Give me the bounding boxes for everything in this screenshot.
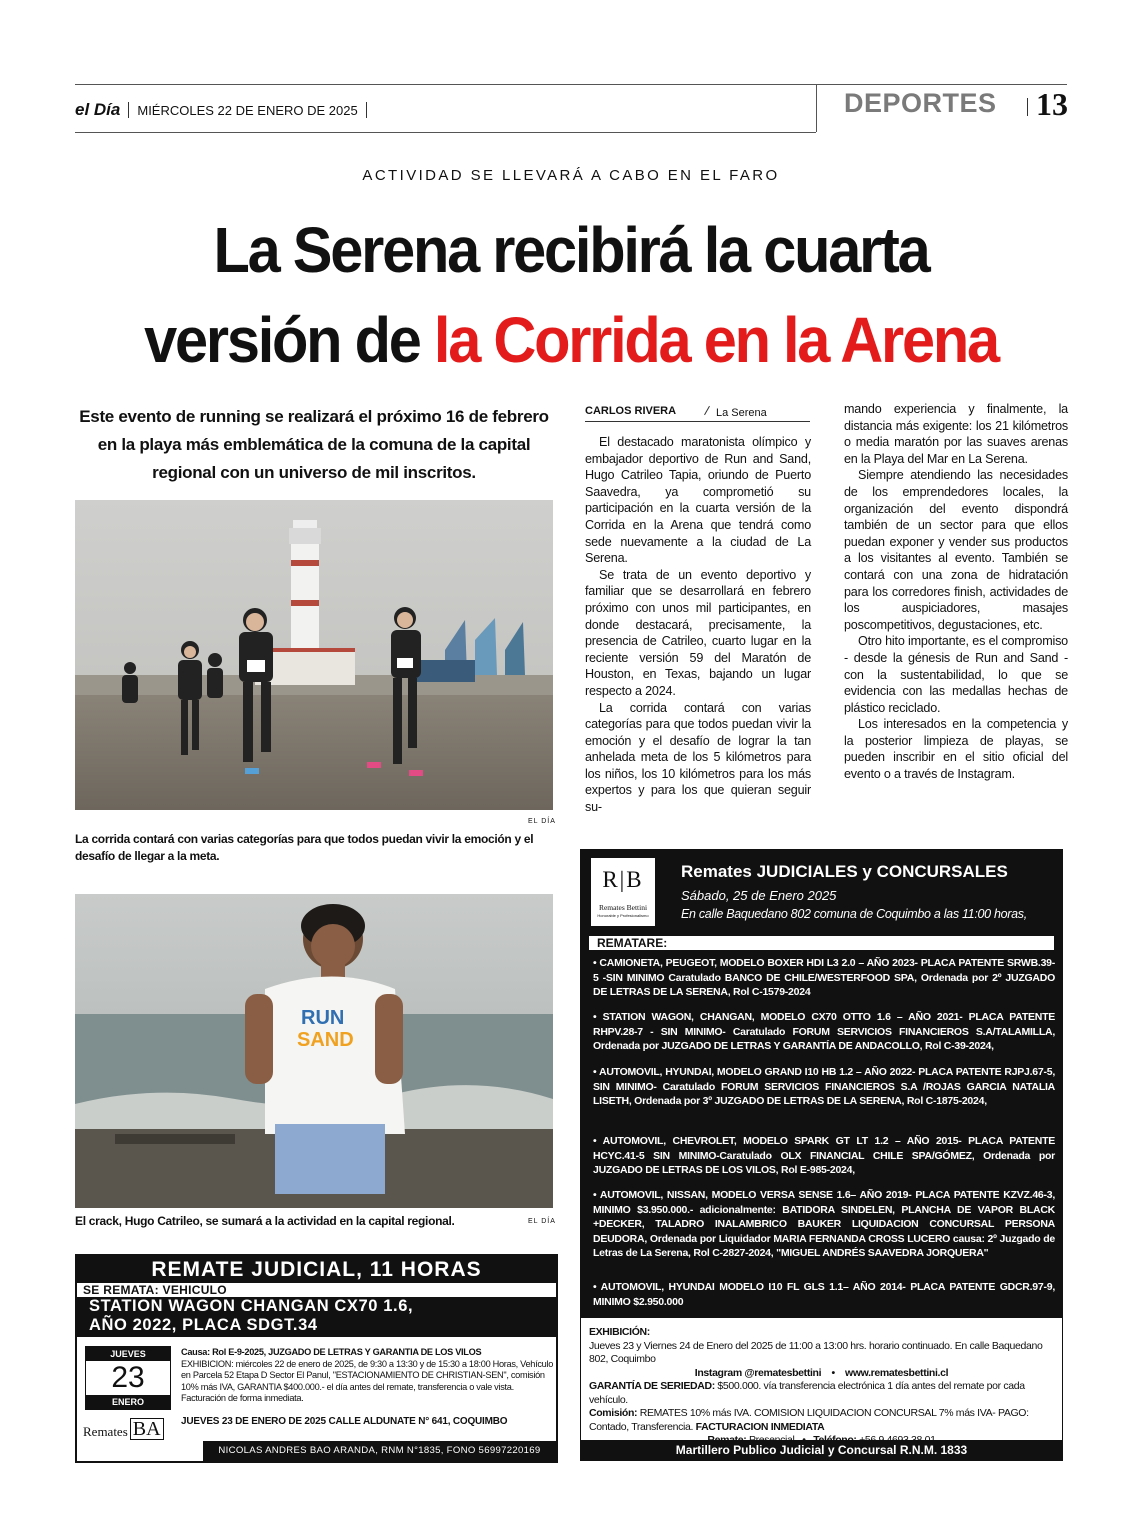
page-number-separator [1027,98,1028,116]
judicial-footer: NICOLAS ANDRES BAO ARANDA, RNM N°1835, FONO 56997220169 [203,1441,556,1461]
article-paragraph: El destacado maratonista olímpico y embajador deportivo de Run and Sand, Hugo Catrileo Tapia, oriundo de Puerto Saavedra, ya comprometió su participación en la cuarta versión de la Corrida en la Arena que tendrá como sede nuevamente a la ciudad de La Serena. [585,435,811,566]
judicial-calendar [85,1346,171,1410]
bettini-rematare-label: REMATARE: [589,936,1054,950]
judicial-logo-mark: BA [130,1418,164,1440]
bettini-item: • AUTOMOVIL, CHEVROLET, MODELO SPARK GT LT 1.2 – AÑO 2015- PLACA PATENTE HCYC.41-5 SIN MINIMO-Caratulado OLX FINANCIAL CHILE SPA/GÓMEZ, Ordenada por JUZGADO DE LETRAS DE LOS VILOS, Rol E-985-2024, [593,1135,1055,1176]
header-bottom-rule [75,132,816,133]
bettini-exhibicion-label: EXHIBICIÓN: [589,1326,650,1338]
section-name: DEPORTES [844,88,997,118]
article-paragraph: La corrida contará con varias categorías para que todos puedan vivir la emoción y el desafío de lograr la tan anhelada meta de los 5 kilómetros para los niños, los 10 kilómetros para los más expertos y para los que quieran seguir su- [585,700,811,815]
bettini-social: Instagram @rematesbettini • www.rematesbettini.cl [694,1366,949,1379]
bettini-website: www.rematesbettini.cl [845,1366,949,1379]
headline-line-2 [96,295,1046,385]
byline-slash [704,406,710,415]
header-top-rule [75,84,1067,85]
article-paragraph: mando experiencia y finalmente, la distancia más exigente: los 21 kilómetros o media maratón por las suaves arenas en la Playa del Mar en La Serena. [844,402,1068,466]
svg-text:RUN: RUN [301,1007,345,1029]
masthead-separator [128,102,129,118]
bettini-item: • CAMIONETA, PEUGEOT, MODELO BOXER HDI L3 2.0 – AÑO 2023- PLACA PATENTE SRWB.39-5 -SIN MINIMO Caratulado BANCO DE CHILE/WESTERFOOD SPA, Ordenada por 2º JUZGADO DE LETRAS DE LA SERENA, Rol C-1579-2024 [593,957,1055,998]
bettini-logo-tagline: Honorable y Profesionalismo [597,913,649,918]
judicial-vehicle [77,1297,556,1337]
article-lead: Este evento de running se realizará el próximo 16 de febrero en la playa más emblemática de la comuna de la capital regional con un universo de mil inscritos. [79,407,549,482]
article-paragraph: Otro hito importante, es el compromiso - desde la génesis de Run and Sand - con la sustentabilidad, lo que se evidencia con las medallas hechas de plástico reciclado. [844,634,1068,715]
judicial-exhibicion: EXHIBICION: miércoles 22 de enero de 2025, de 9:30 a 13:30 y de 15:30 a 18:00 Horas, Vehículo en Parcela 52 Etapa D Sector El Panul, "ESTACIONAMIENTO DE CHRISTIAN-SEN", comisión 10% más IVA, GARANTIA $400.000.- el día antes del remate, transferencia o vale vista. Facturación de forma inmediata. [181,1358,554,1404]
bettini-garantia [589,1380,1054,1407]
issue-date: MIÉRCOLES 22 DE ENERO DE 2025 [137,102,358,118]
bettini-exhibicion-text: Jueves 23 y Viernes 24 de Enero del 2025 de 11:00 a 13:00 hrs. horario continuado. En calle Baquedano 802, Coquimbo [589,1339,1043,1365]
bettini-logo-letters: R|B [602,867,644,892]
bettini-comision [589,1407,1054,1434]
bettini-facturacion: FACTURACION INMEDIATA [695,1420,825,1433]
bettini-item: • AUTOMOVIL, HYUNDAI, MODELO GRAND I10 HB 1.2 – AÑO 2022- PLACA PATENTE RJPJ.67-5, SIN MINIMO- Caratulado FORUM SERVICIOS FINANCIEROS S.A /ROJAS GARCIA NATALIA LISETH, Ordenada por 3º JUZGADO DE LETRAS DE LA SERENA, Rol C-1875-2024, [593,1066,1055,1107]
photo2-credit: EL DÍA [528,1218,556,1225]
bettini-comision-text: REMATES 10% más IVA. COMISION LIQUIDACION CONCURSAL 7% más IVA- PAGO: Contado, Transferencia. [589,1407,1029,1433]
masthead [75,100,367,120]
headline-line-2-red: la Corrida en la Arena [433,304,998,376]
article-headline [96,205,1046,385]
article-column-1 [585,434,811,816]
ad-bettini-header [581,850,1062,934]
headline-line-2-black: versión de [144,304,434,376]
bettini-logo-name: Remates Bettini [598,903,648,912]
ad-remate-judicial [75,1254,558,1463]
catrileo-running-image [75,894,553,1208]
header-vertical-rule [816,84,817,132]
judicial-title: REMATE JUDICIAL, 11 HORAS [77,1256,556,1283]
photo2-caption: El crack, Hugo Catrileo, se sumará a la actividad en la capital regional. [75,1214,455,1228]
bettini-item: • AUTOMOVIL, HYUNDAI MODELO I10 FL GLS 1.1– AÑO 2014- PLACA PATENTE GDCR.97-9, MINIMO $2.950.000 [593,1281,1055,1308]
bettini-logo [591,858,655,926]
page-number: 13 [1036,86,1068,122]
bettini-instagram: Instagram @rematesbettini [694,1366,822,1379]
ad-remates-bettini [580,849,1063,1461]
bettini-footer: Martillero Publico Judicial y Concursal R.N.M. 1833 [581,1440,1062,1460]
bettini-item: • STATION WAGON, CHANGAN, MODELO CX70 OTTO 1.6 – AÑO 2021- PLACA PATENTE RHPV.28-7 - SIN MINIMO- Caratulado FORUM SERVICIOS FINANCIEROS S.A/TALAMILLA, Ordenada por JUZGADO DE LETRAS Y GARANTÍA DE ANDACOLLO, Rol C-39-2024, [593,1011,1055,1052]
article-paragraph: Se trata de un evento deportivo y familiar que se desarrollará en febrero próximo con unos mil participantes, en donde destacará, precisamente, la presencia de Catrileo, cuarto lugar en la reciente versión 59 del Maratón de Houston, en Texas, bajando un lugar respecto a 2024. [585,567,811,698]
bettini-garantia-label: GARANTÍA DE SERIEDAD: [589,1380,715,1392]
photo-beach-runners [75,500,553,810]
judicial-vehicle-line-1: STATION WAGON CHANGAN CX70 1.6, [89,1297,414,1315]
masthead-separator [366,102,367,118]
judicial-subtitle: SE REMATA: VEHICULO [83,1283,227,1297]
bettini-place: En calle Baquedano 802 comuna de Coquimbo a las 11:00 horas, [681,907,1027,921]
article-city: La Serena [716,407,767,419]
article-author: CARLOS RIVERA [585,405,677,417]
byline-rule [585,421,810,422]
photo1-caption: La corrida contará con varias categorías para que todos puedan vivir la emoción y el desafío de llegar a la meta. [75,832,534,863]
article-column-2 [844,401,1068,783]
calendar-day: 23 [111,1361,145,1394]
article-paragraph: Los interesados en la competencia y la posterior limpieza de playas, se pueden inscribir en el sitio oficial del evento o a través de Instagram. [844,717,1068,782]
judicial-causa: Causa: Rol E-9-2025, JUZGADO DE LETRAS Y GARANTIA DE LOS VILOS [181,1347,482,1357]
judicial-address: JUEVES 23 DE ENERO DE 2025 CALLE ALDUNATE N° 641, COQUIMBO [181,1416,508,1427]
headline-line-1: La Serena recibirá la cuarta [213,214,929,286]
calendar-day-name: JUEVES [86,1347,170,1361]
article-paragraph: Siempre atendiendo las necesidades de los emprendedores locales, la organización del evento dispondrá también de un sector para que ellos puedan exponer y vender sus productos a los visitantes al evento. También se contará con una zona de hidratación para los corredores finish, actividades de los auspiciadores, masajes poscompetitivos, degustaciones, etc. [844,468,1068,632]
photo1-credit: EL DÍA [528,818,556,825]
bettini-title: Remates JUDICIALES y CONCURSALES [681,862,1008,881]
judicial-logo [83,1418,164,1440]
judicial-vehicle-line-2: AÑO 2022, PLACA SDGT.34 [89,1316,318,1334]
newspaper-brand: el Día [75,100,121,119]
bettini-details [581,1318,1062,1448]
judicial-logo-text: Remates [83,1424,128,1439]
beach-runners-image [75,500,553,810]
bettini-item: • AUTOMOVIL, NISSAN, MODELO VERSA SENSE 1.6– AÑO 2019- PLACA PATENTE KZVZ.46-3, MINIMO $3.950.000.- adicionalmente: BATIDORA SINDELEN, PLANCHA DE VAPOR BLACK +DECKER, TALADRO INALAMBRICO BAUKER LIQUIDACION CONCURSAL PERSONA DEUDORA, Ordenada por Liquidador MARIA FERNANDA CROSS LUCERO causa: 2º Juzgado de Letras de La Serena, Rol C-2827-2024, "MIGUEL ANDRÉS SAAVEDRA JORQUERA" [593,1189,1055,1259]
photo-hugo-catrileo [75,894,553,1208]
bettini-comision-label: Comisión: [589,1407,638,1419]
svg-text:SAND: SAND [297,1029,354,1051]
calendar-month: ENERO [86,1395,170,1409]
judicial-details [181,1347,553,1405]
bettini-garantia-text: $500.000. vía transferencia electrónica 1 día antes del remate por cada vehículo. [589,1380,1025,1406]
bettini-date: Sábado, 25 de Enero 2025 [681,888,837,903]
article-kicker: ACTIVIDAD SE LLEVARÁ A CABO EN EL FARO [362,167,780,184]
